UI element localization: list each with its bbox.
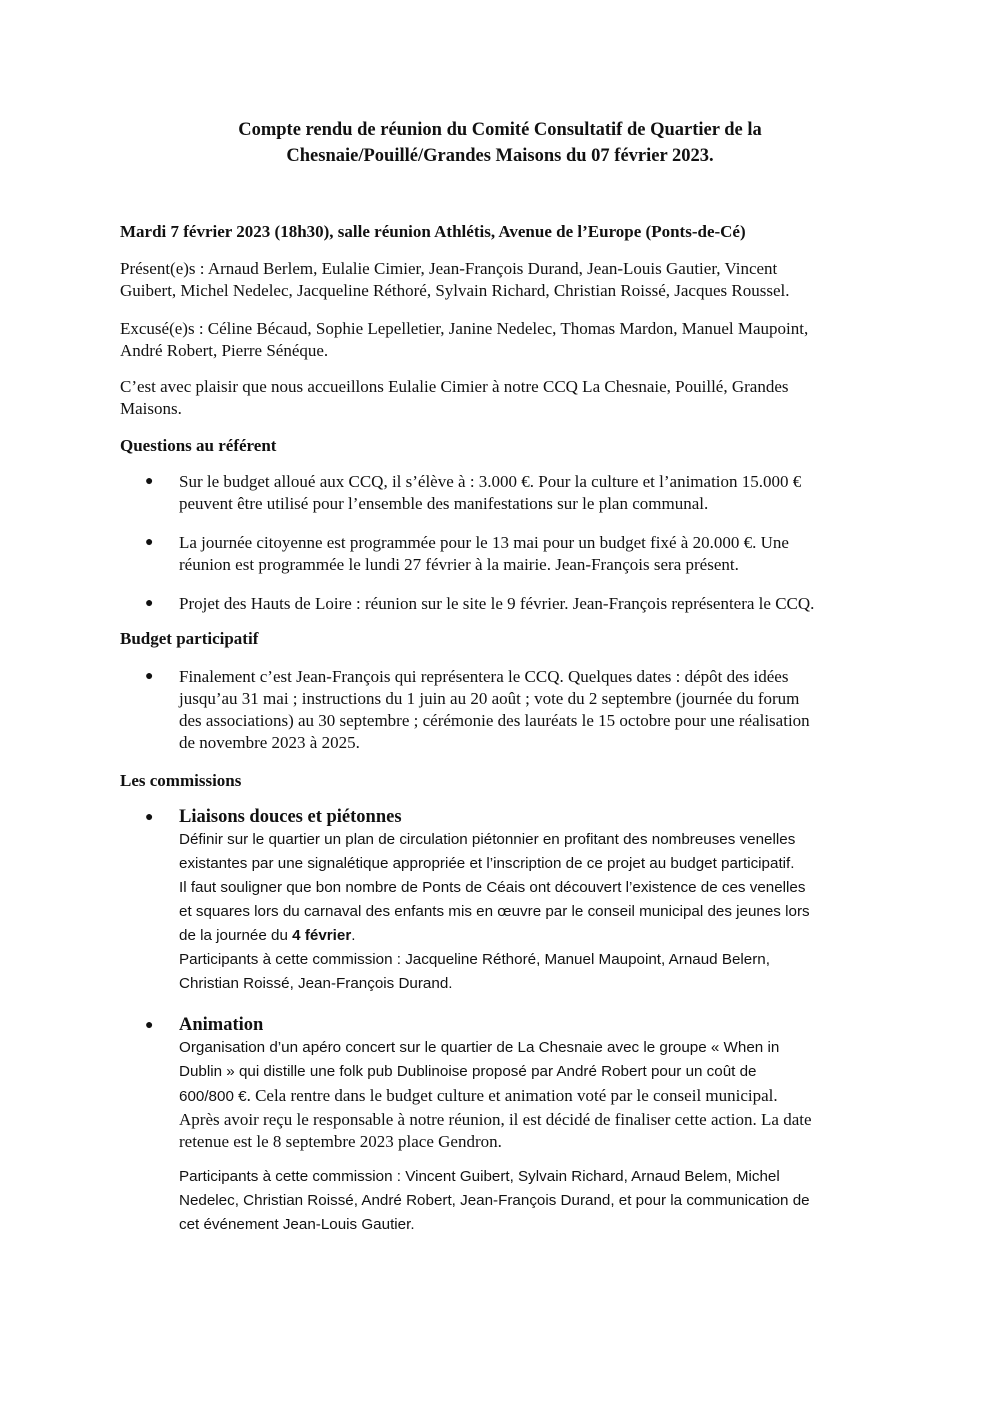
- bullet-icon: ●: [145, 535, 154, 550]
- liaisons-participants-line-2: Christian Roissé, Jean-François Durand.: [179, 975, 453, 992]
- welcome-line-1: C’est avec plaisir que nous accueillons Eulalie Cimier à notre CCQ La Chesnaie, Pouillé, Grandes: [120, 377, 789, 396]
- animation-line-4: Après avoir reçu le responsable à notre réunion, il est décidé de finaliser cette action. La date: [179, 1110, 812, 1129]
- title-line-2: Chesnaie/Pouillé/Grandes Maisons du 07 février 2023.: [286, 146, 714, 166]
- excuses-line-2: André Robert, Pierre Sénéque.: [120, 341, 329, 360]
- question-item-1: [179, 471, 899, 515]
- document-title: [0, 117, 1000, 169]
- budget-line-3: des associations) au 30 septembre ; cérémonie des lauréats le 15 octobre pour une réalisation: [179, 711, 810, 730]
- question-3-line-1: Projet des Hauts de Loire : réunion sur le site le 9 février. Jean-François représentera le CCQ.: [179, 594, 815, 613]
- animation-cost: 600/800 €: [179, 1088, 247, 1105]
- liaisons-date-bold: 4 février: [292, 927, 352, 944]
- bullet-icon: ●: [145, 596, 154, 611]
- animation-participants-line-3: cet événement Jean-Louis Gautier.: [179, 1216, 415, 1233]
- liaisons-line-1: Définir sur le quartier un plan de circulation piétonnier en profitant des nombreuses venelles: [179, 831, 796, 848]
- question-2-line-1: La journée citoyenne est programmée pour le 13 mai pour un budget fixé à 20.000 €. Une: [179, 533, 789, 552]
- liaisons-line-5: [179, 924, 899, 948]
- welcome-paragraph: [120, 376, 890, 420]
- question-1-line-1: Sur le budget alloué aux CCQ, il s’élève à : 3.000 €. Pour la culture et l’animation 15.000 €: [179, 472, 802, 491]
- question-2-line-2: réunion est programmée le lundi 27 février à la mairie. Jean-François sera présent.: [179, 555, 739, 574]
- presents-line-1: Présent(e)s : Arnaud Berlem, Eulalie Cimier, Jean-François Durand, Jean-Louis Gautier, Vincent: [120, 259, 778, 278]
- animation-participants-line-2: Nedelec, Christian Roissé, André Robert, Jean-François Durand, et pour la communication de: [179, 1192, 810, 1209]
- animation-line-3: [179, 1084, 899, 1109]
- budget-line-2: jusqu’au 31 mai ; instructions du 1 juin au 20 août ; vote du 2 septembre (journée du forum: [179, 689, 800, 708]
- bullet-icon: ●: [145, 1018, 154, 1033]
- welcome-line-2: Maisons.: [120, 399, 182, 418]
- liaisons-line-3: Il faut souligner que bon nombre de Ponts de Céais ont découvert l’existence de ces venelles: [179, 879, 806, 896]
- budget-heading: Budget participatif: [120, 629, 259, 648]
- commission-animation: [179, 1014, 899, 1237]
- animation-line-5: retenue est le 8 septembre 2023 place Gendron.: [179, 1132, 502, 1151]
- animation-line-3-rest: . Cela rentre dans le budget culture et animation voté par le conseil municipal.: [246, 1086, 778, 1105]
- title-line-1: Compte rendu de réunion du Comité Consultatif de Quartier de la: [238, 120, 762, 140]
- budget-line-1: Finalement c’est Jean-François qui représentera le CCQ. Quelques dates : dépôt des idées: [179, 667, 789, 686]
- question-1-line-2: peuvent être utilisé pour l’ensemble des manifestations sur le plan communal.: [179, 494, 709, 513]
- animation-line-2: Dublin » qui distille une folk pub Dublinoise proposé par André Robert pour un coût de: [179, 1063, 757, 1080]
- budget-item: [179, 666, 899, 754]
- liaisons-line-5-post: .: [351, 927, 356, 944]
- liaisons-line-4: et squares lors du carnaval des enfants mis en œuvre par le conseil municipal des jeunes lors: [179, 903, 810, 920]
- liaisons-line-5-pre: de la journée du: [179, 927, 293, 944]
- animation-title: Animation: [179, 1015, 264, 1035]
- presents-paragraph: [120, 258, 890, 302]
- liaisons-line-2: existantes par une signalétique appropriée et l’inscription de ce projet au budget participatif.: [179, 855, 795, 872]
- question-item-2: [179, 532, 899, 576]
- meeting-line: Mardi 7 février 2023 (18h30), salle réunion Athlétis, Avenue de l’Europe (Ponts-de-Cé): [120, 222, 746, 241]
- excuses-line-1: Excusé(e)s : Céline Bécaud, Sophie Lepelletier, Janine Nedelec, Thomas Mardon, Manuel Maupoint,: [120, 319, 809, 338]
- bullet-icon: ●: [145, 810, 154, 825]
- commissions-heading: Les commissions: [120, 771, 242, 790]
- animation-participants-line-1: Participants à cette commission : Vincent Guibert, Sylvain Richard, Arnaud Belem, Michel: [179, 1168, 780, 1185]
- budget-line-4: de novembre 2023 à 2025.: [179, 733, 360, 752]
- commission-liaisons: [179, 806, 899, 996]
- bullet-icon: ●: [145, 474, 154, 489]
- excuses-paragraph: [120, 318, 890, 362]
- animation-line-1: Organisation d’un apéro concert sur le quartier de La Chesnaie avec le groupe « When in: [179, 1039, 780, 1056]
- question-item-3: [179, 593, 899, 615]
- bullet-icon: ●: [145, 669, 154, 684]
- liaisons-participants-line-1: Participants à cette commission : Jacqueline Réthoré, Manuel Maupoint, Arnaud Belern,: [179, 951, 770, 968]
- questions-heading: Questions au référent: [120, 436, 277, 455]
- liaisons-title: Liaisons douces et piétonnes: [179, 807, 402, 827]
- presents-line-2: Guibert, Michel Nedelec, Jacqueline Réthoré, Sylvain Richard, Christian Roissé, Jacques Roussel.: [120, 281, 790, 300]
